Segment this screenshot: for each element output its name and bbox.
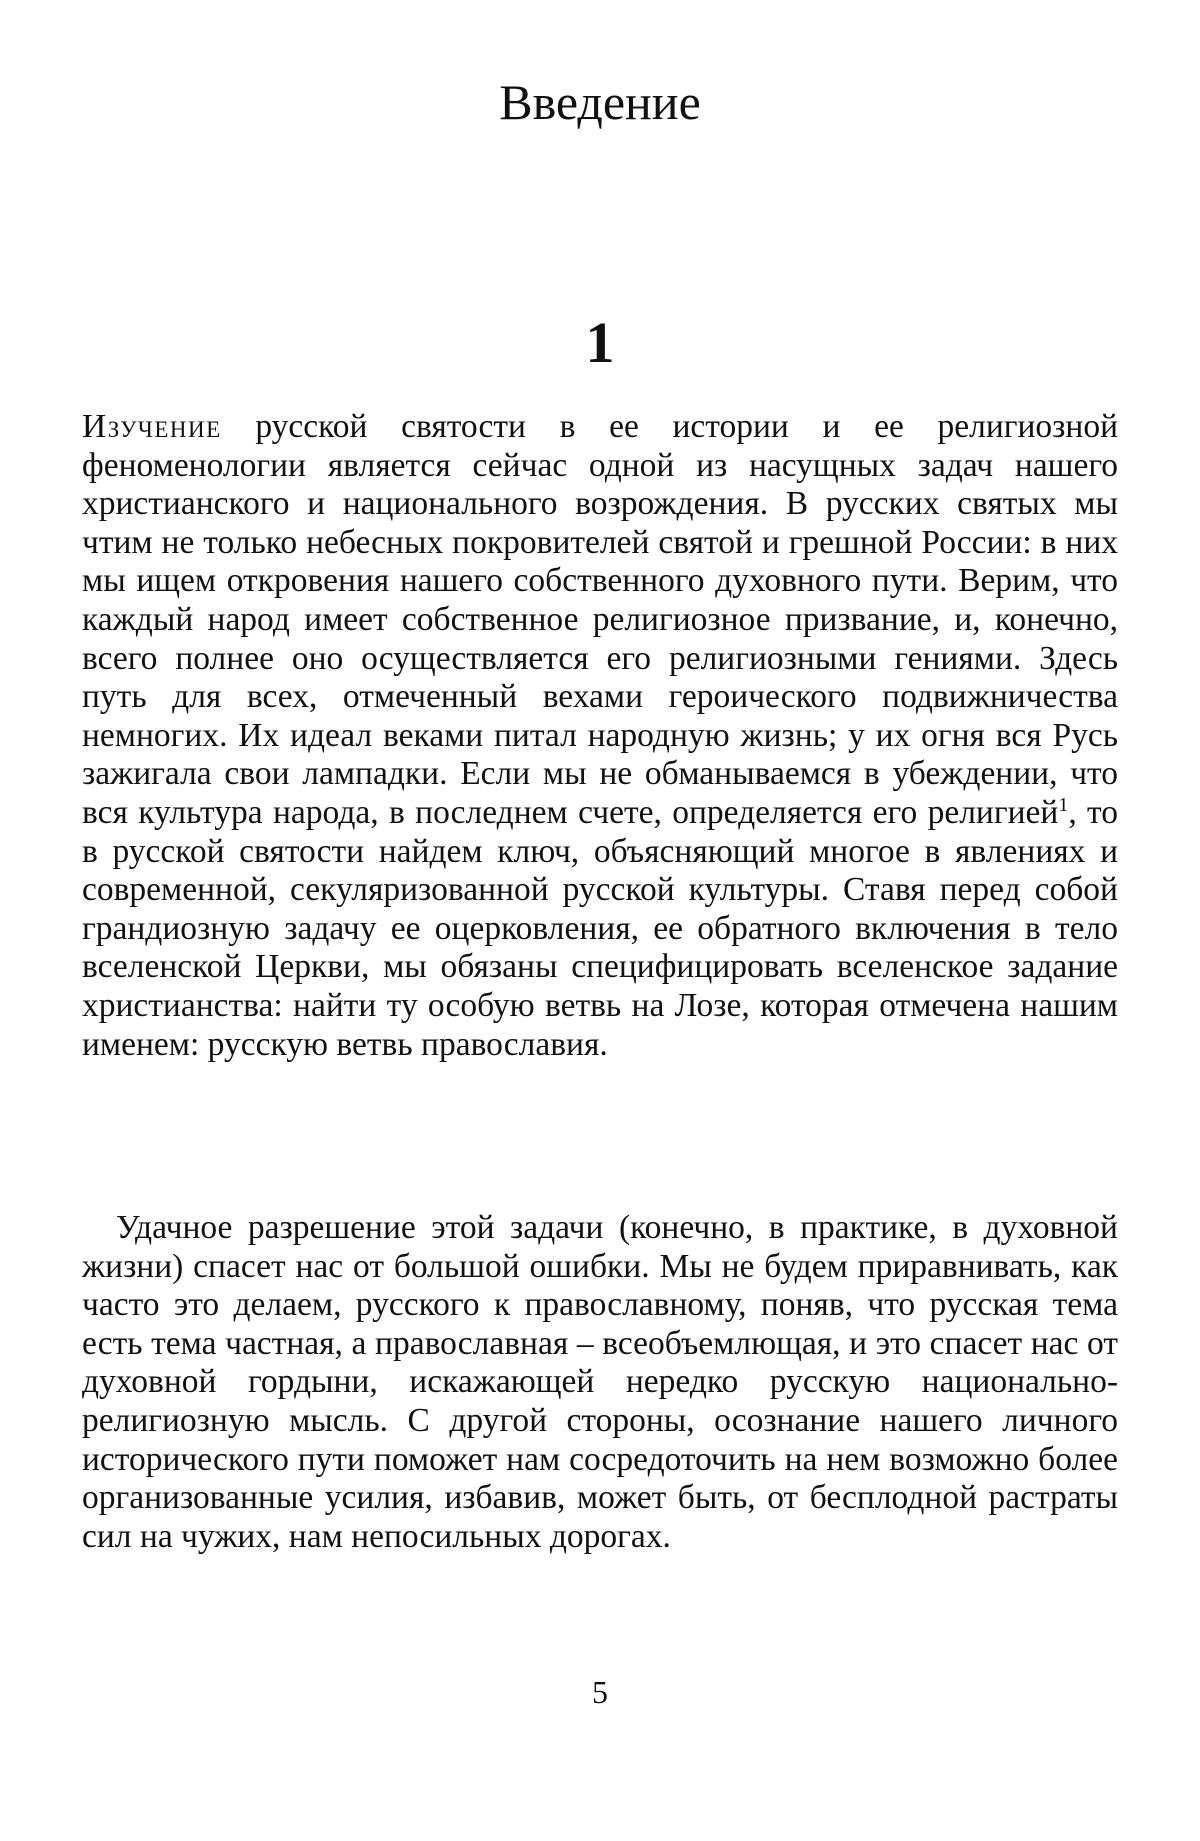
paragraph-lead-word: Изучение	[82, 408, 222, 445]
paragraph-1	[82, 408, 1118, 1064]
paragraph-2: Удачное разрешение этой задачи (конечно, в практике, в духовной жизни) спасет нас от большой ошибки. Мы не будем приравнивать, как часто это делаем, русского к православному, поняв, что русская тема есть тема частная, а православная – всеобъемлющая, и это спасет нас от духовной гордыни, искажающей нередко русскую национально-религиозную мысль. С другой стороны, осознание нашего личного исторического пути поможет нам сосредоточить на нем возможно более организованные усилия, избавив, может быть, от бесплодной растраты сил на чужих, нам непосильных дорогах.	[82, 1209, 1118, 1555]
paragraph-1-text-before-footnote: русской святости в ее истории и ее религиозной феноменологии является сейчас одной из насущных задач нашего христианского и национального возрождения. В русских святых мы чтим не только небесных покровителей святой и грешной России: в них мы ищем откровения нашего собственного духовного пути. Верим, что каждый народ имеет собственное религиозное призвание, и, конечно, всего полнее оно осуществляется его религиозными гениями. Здесь путь для всех, отмеченный вехами героического подвижничества немногих. Их идеал веками питал народную жизнь; у их огня вся Русь зажигала свои лампадки. Если мы не обманываемся в убеждении, что вся культура народа, в последнем счете, определяется его религией	[82, 408, 1118, 831]
chapter-number: 1	[585, 310, 615, 375]
footnote-mark: 1	[1058, 793, 1069, 816]
page-number: 5	[592, 1674, 608, 1710]
page-title: Введение	[499, 74, 701, 130]
paragraph-1-text-after-footnote: , то в русской святости найдем ключ, объясняющий многое в явлениях и современной, секуляризованной русской культуры. Ставя перед собой грандиозную задачу ее оцерковления, ее обратного включения в тело вселенской Церкви, мы обязаны специфицировать вселенское задание христианства: найти ту особую ветвь на Лозе, которая отмечена нашим именем: русскую ветвь православия.	[82, 793, 1118, 1063]
